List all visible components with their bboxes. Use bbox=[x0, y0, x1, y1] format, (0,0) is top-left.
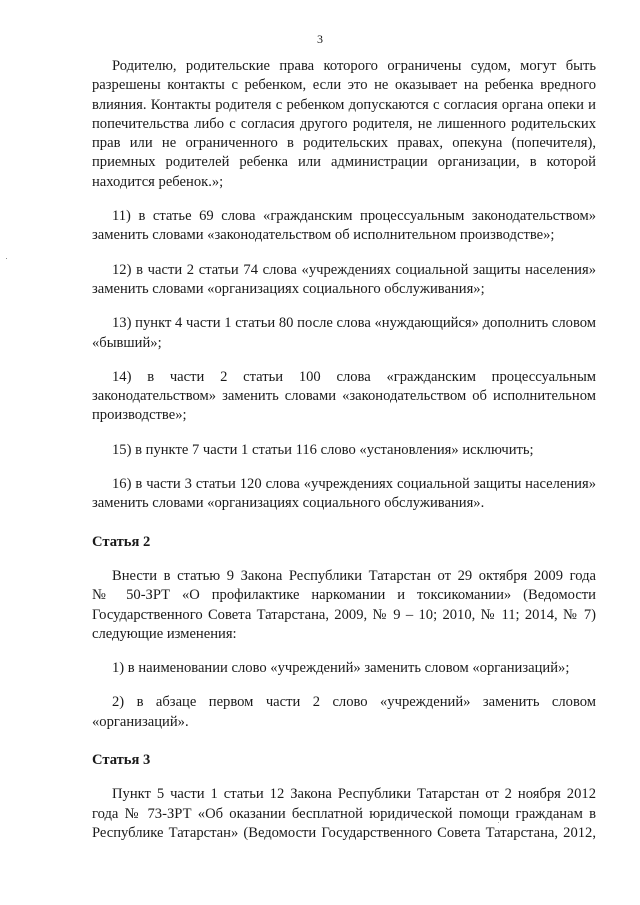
text-line: «бывший»; bbox=[92, 334, 162, 351]
text-line: Государственного Совета Татарстана, 2009, № 9 – 10; 2010, № 11; 2014, № 7) bbox=[92, 606, 596, 623]
text-line: 2) в абзаце первом части 2 слово «учреждений» заменить словом bbox=[112, 694, 596, 711]
text-line: Внести в статью 9 Закона Республики Татарстан от 29 октября 2009 года bbox=[112, 567, 596, 584]
text-line: заменить словами «организациях социального обслуживания». bbox=[92, 495, 485, 512]
article-3-heading: Статья 3 bbox=[92, 752, 151, 769]
text-line: «организаций». bbox=[92, 713, 189, 730]
text-line: Родителю, родительские права которого ограничены судом, могут быть bbox=[112, 58, 596, 74]
text-line: 1) в наименовании слово «учреждений» заменить словом «организаций»; bbox=[112, 660, 570, 677]
paragraph-contacts bbox=[92, 57, 596, 192]
document-body bbox=[92, 57, 596, 843]
item-12 bbox=[92, 261, 596, 300]
text-line: Республике Татарстан» (Ведомости Государственного Совета Татарстана, 2012, bbox=[92, 824, 596, 841]
text-line: попечительства либо с согласия другого родителя, не лишенного родительских bbox=[92, 115, 596, 132]
item-16 bbox=[92, 475, 596, 514]
scan-speck bbox=[6, 258, 7, 259]
item-13 bbox=[92, 314, 596, 353]
text-line: находится ребенок.»; bbox=[92, 173, 224, 190]
text-line: 12) в части 2 статьи 74 слова «учреждениях социальной защиты населения» bbox=[112, 261, 596, 278]
text-line: года № 73-ЗРТ «Об оказании бесплатной юридической помощи гражданам в bbox=[92, 805, 596, 822]
item-15 bbox=[92, 441, 596, 460]
page-number: 3 bbox=[317, 32, 323, 46]
text-line: Пункт 5 части 1 статьи 12 Закона Республики Татарстан от 2 ноября 2012 bbox=[112, 786, 596, 803]
article-2-item-1 bbox=[92, 659, 596, 678]
item-14 bbox=[92, 368, 596, 426]
text-line: влияния. Контакты родителя с ребенком допускаются с согласия органа опеки и bbox=[92, 96, 596, 113]
text-line: законодательством» заменить словами «законодательством об исполнительном bbox=[92, 388, 596, 405]
text-line: № 50-ЗРТ «О профилактике наркомании и токсикомании» (Ведомости bbox=[92, 587, 596, 604]
article-2-heading: Статья 2 bbox=[92, 533, 151, 550]
text-line: приемных родителей ребенка или администрации организации, в которой bbox=[92, 154, 596, 171]
text-line: заменить словами «организациях социального обслуживания»; bbox=[92, 280, 485, 297]
text-line: следующие изменения: bbox=[92, 625, 237, 642]
article-2-intro bbox=[92, 567, 596, 644]
scan-speck bbox=[498, 822, 499, 823]
text-line: 15) в пункте 7 части 1 статьи 116 слово «установления» исключить; bbox=[112, 441, 534, 458]
text-line: заменить словами «законодательством об исполнительном производстве»; bbox=[92, 227, 555, 244]
text-line: 13) пункт 4 части 1 статьи 80 после слова «нуждающийся» дополнить словом bbox=[112, 315, 596, 332]
text-line: 16) в части 3 статьи 120 слова «учреждениях социальной защиты населения» bbox=[112, 476, 596, 493]
text-line: производстве»; bbox=[92, 407, 187, 424]
text-line: разрешены контакты с ребенком, если это не оказывает на ребенка вредного bbox=[92, 77, 596, 94]
article-3-intro bbox=[92, 785, 596, 843]
article-2-item-2 bbox=[92, 693, 596, 732]
text-line: прав или не ограниченного в родительских правах, опекуна (попечителя), bbox=[92, 135, 596, 152]
text-line: 11) в статье 69 слова «гражданским процессуальным законодательством» bbox=[112, 208, 596, 225]
item-11 bbox=[92, 207, 596, 246]
text-line: 14) в части 2 статьи 100 слова «гражданским процессуальным bbox=[112, 368, 596, 385]
